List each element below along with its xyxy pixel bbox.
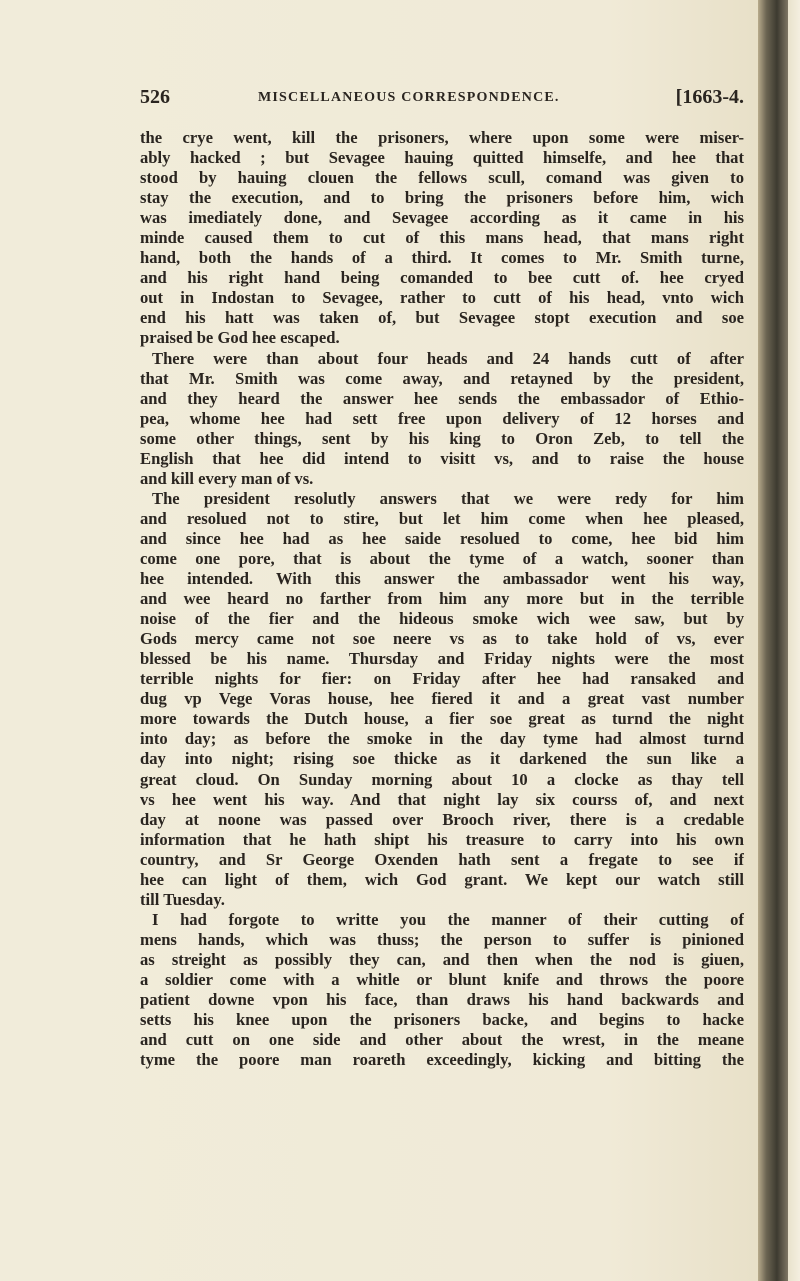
text-line: and resolued not to stire, but let him come when hee pleased, [140,508,744,528]
text-line: dug vp Vege Voras house, hee fiered it and a great vast number [140,689,744,709]
text-line: minde caused them to cut of this mans head, that mans right [140,228,744,248]
text-line: vs hee went his way. And that night lay six courss of, and next [140,789,744,809]
text-line: information that he hath shipt his treasure to carry into his own [140,829,744,849]
text-line: mens hands, which was thuss; the person to suffer is pinioned [140,929,744,949]
text-line: into day; as before the smoke in the day tyme had almost turnd [140,729,744,749]
text-line: as streight as possibly they can, and then when the nod is giuen, [140,949,744,969]
text-line: stay the execution, and to bring the prisoners before him, wich [140,188,744,208]
text-line: and his right hand being comanded to bee cutt of. hee cryed [140,268,744,288]
text-line: out in Indostan to Sevagee, rather to cutt of his head, vnto wich [140,288,744,308]
text-line: hee can light of them, wich God grant. We kept our watch still [140,869,744,889]
running-title: MISCELLANEOUS CORRESPONDENCE. [258,90,560,105]
text-line: There were than about four heads and 24 hands cutt of after [152,348,744,368]
text-line: and kill every man of vs. [140,468,314,488]
text-line: pea, whome hee had sett free upon delivery of 12 horses and [140,408,744,428]
text-line: Gods mercy came not soe neere vs as to take hold of vs, ever [140,629,744,649]
text-line: and cutt on one side and other about the wrest, in the meane [140,1030,744,1050]
text-line: patient downe vpon his face, than draws his hand backwards and [140,990,744,1010]
text-line: was imediately done, and Sevagee according as it came in his [140,208,744,228]
text-line: that Mr. Smith was come away, and retayned by the president, [140,368,744,388]
text-line: day at noone was passed over Brooch river, there is a credable [140,809,744,829]
page-number: 526 [140,86,170,108]
text-line: hee intended. With this answer the ambassador went his way, [140,569,744,589]
text-line: come one pore, that is about the tyme of a watch, sooner than [140,548,744,568]
text-line: a soldier come with a whitle or blunt knife and throws the poore [140,969,744,989]
text-line: English that hee did intend to visitt vs, and to raise the house [140,448,744,468]
text-line: day into night; rising soe thicke as it darkened the sun like a [140,749,744,769]
text-line: terrible nights for fier: on Friday after hee had ransaked and [140,669,744,689]
text-line: more towards the Dutch house, a fier soe great as turnd the night [140,709,744,729]
text-line: till Tuesday. [140,889,225,909]
text-line: some other things, sent by his king to Oron Zeb, to tell the [140,428,744,448]
text-line: hand, both the hands of a third. It comes to Mr. Smith turne, [140,248,744,268]
text-line: The president resolutly answers that we were redy for him [152,488,744,508]
text-line: end his hatt was taken of, but Sevagee stopt execution and soe [140,308,744,328]
text-line: and wee heard no farther from him any more but in the terrible [140,589,744,609]
text-line: country, and Sr George Oxenden hath sent a fregate to see if [140,849,744,869]
text-line: noise of the fier and the hideous smoke wich wee saw, but by [140,609,744,629]
text-line: praised be God hee escaped. [140,328,340,348]
body-text [140,128,744,1070]
text-line: stood by hauing clouen the fellows scull, comand was given to [140,168,744,188]
facing-page-edge [788,0,800,1281]
text-line: tyme the poore man roareth exceedingly, kicking and bitting the [140,1050,744,1070]
year-range: [1663-4. [675,86,744,108]
text-line: ably hacked ; but Sevagee hauing quitted himselfe, and hee that [140,148,744,168]
text-line: the crye went, kill the prisoners, where upon some were miser- [140,128,744,147]
text-line: blessed be his name. Thursday and Friday nights were the most [140,649,744,669]
text-line: and since hee had as hee saide resolued to come, hee bid him [140,528,744,548]
text-line: I had forgote to writte you the manner of their cutting of [152,909,744,929]
text-line: great cloud. On Sunday morning about 10 a clocke as thay tell [140,769,744,789]
page-header [140,86,744,110]
text-line: and they heard the answer hee sends the embassador of Ethio- [140,388,744,408]
text-line: setts his knee upon the prisoners backe, and begins to hacke [140,1010,744,1030]
